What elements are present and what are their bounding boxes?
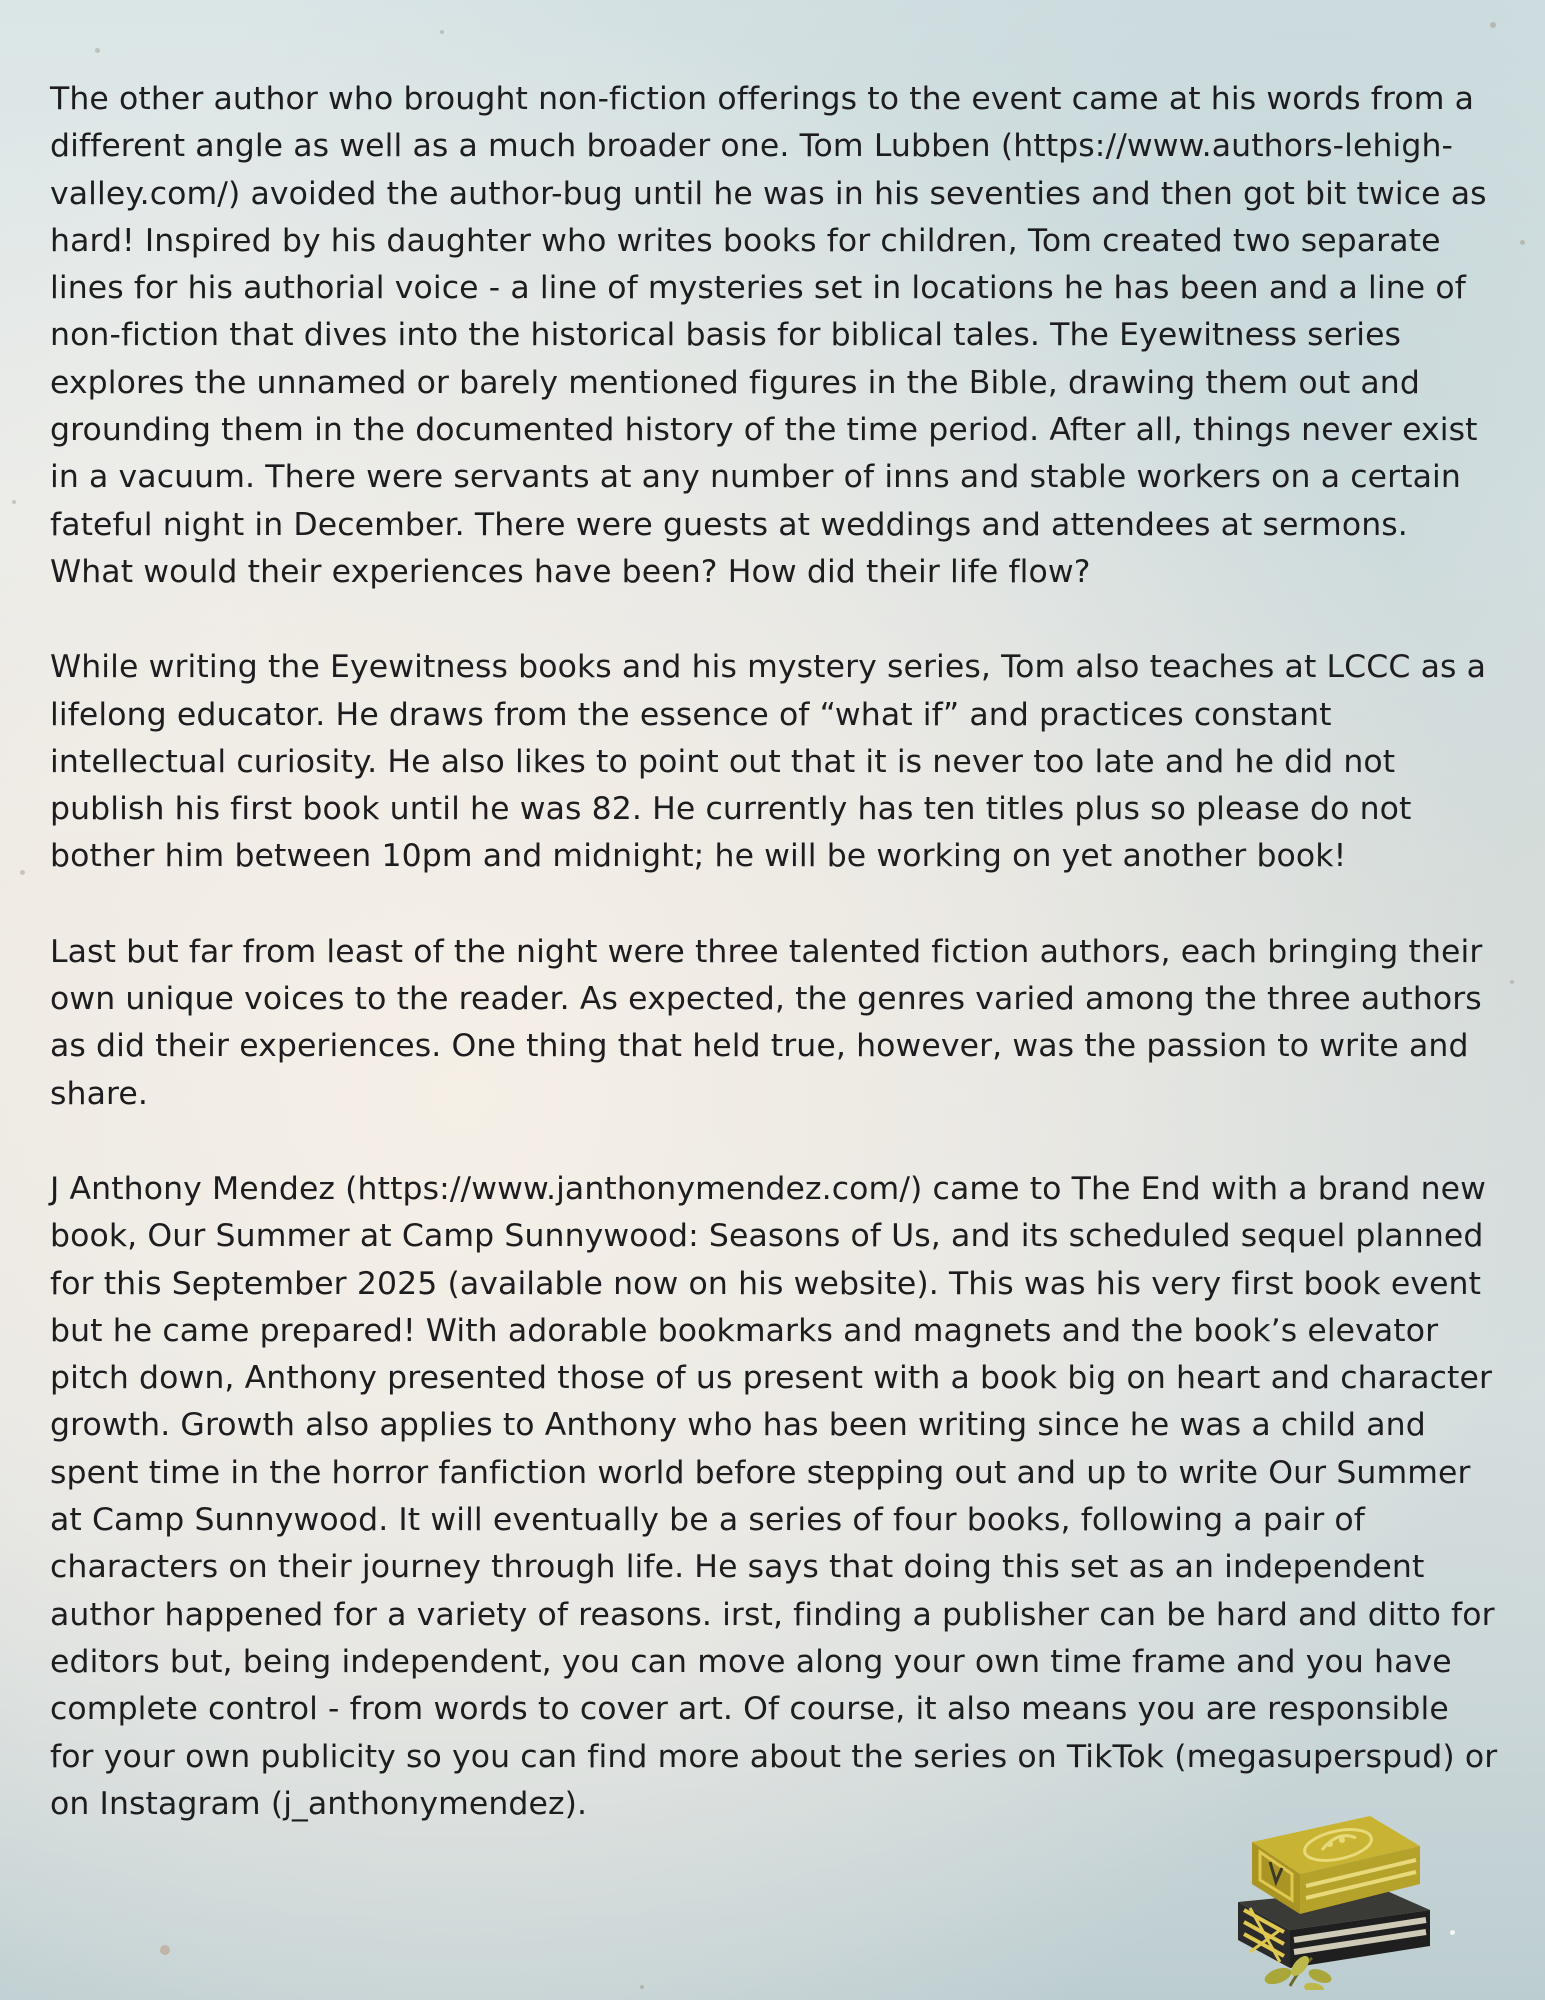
background-speck <box>1450 1930 1455 1935</box>
background-speck <box>1520 240 1525 245</box>
article-body <box>50 76 1500 1876</box>
background-speck <box>640 1985 644 1989</box>
background-speck <box>1510 980 1514 984</box>
background-speck <box>440 30 444 34</box>
background-speck <box>12 500 16 504</box>
paragraph-tom-lubben: The other author who brought non-fiction offerings to the event came at his words from a different angle as well as a much broader one. Tom Lubben (https://www.authors-lehigh-valley.com/) avoided the author-bug until he was in his seventies and then got bit twice as hard! Inspired by his daughter who writes books for children, Tom created two separate lines for his authorial voice - a line of mysteries set in locations he has been and a line of non-fiction that dives into the historical basis for biblical tales. The Eyewitness series explores the unnamed or barely mentioned figures in the Bible, drawing them out and grounding them in the documented history of the time period. After all, things never exist in a vacuum. There were servants at any number of inns and stable workers on a certain fateful night in December. There were guests at weddings and attendees at sermons. What would their experiences have been? How did their life flow? <box>50 81 1487 590</box>
background-speck <box>95 48 100 53</box>
paragraph-fiction-authors-intro: Last but far from least of the night were three talented fiction authors, each bringing their own unique voices to the reader. As expected, the genres varied among the three authors as did their experiences. One thing that held true, however, was the passion to write and share. <box>50 933 1483 1112</box>
background-speck <box>20 870 25 875</box>
paragraph-j-anthony-mendez: J Anthony Mendez (https://www.janthonymendez.com/) came to The End with a brand new book, Our Summer at Camp Sunnywood: Seasons of Us, and its scheduled sequel planned for this September 2025 (available now on his website). This was his very first book event but he came prepared! With adorable bookmarks and magnets and the book’s elevator pitch down, Anthony presented those of us present with a book big on heart and character growth. Growth also applies to Anthony who has been writing since he was a child and spent time in the horror fanfiction world before stepping out and up to write Our Summer at Camp Sunnywood. It will eventually be a series of four books, following a pair of characters on their journey through life. He says that doing this set as an independent author happened for a variety of reasons. irst, finding a publisher can be hard and ditto for editors but, being independent, you can move along your own time frame and you have complete control - from words to cover art. Of course, it also means you are responsible for your own publicity so you can find more about the series on TikTok (megasuperspud) or on Instagram (j_anthonymendez). <box>50 1170 1498 1822</box>
paragraph-tom-lubben-educator: While writing the Eyewitness books and his mystery series, Tom also teaches at LCCC as a lifelong educator. He draws from the essence of “what if” and practices constant intellectual curiosity. He also likes to point out that it is never too late and he did not publish his first book until he was 82. He currently has ten titles plus so please do not bother him between 10pm and midnight; he will be working on yet another book! <box>50 649 1487 875</box>
stacked-books-icon <box>1230 1790 1440 1990</box>
background-speck <box>1490 22 1496 28</box>
background-speck <box>160 1945 170 1955</box>
